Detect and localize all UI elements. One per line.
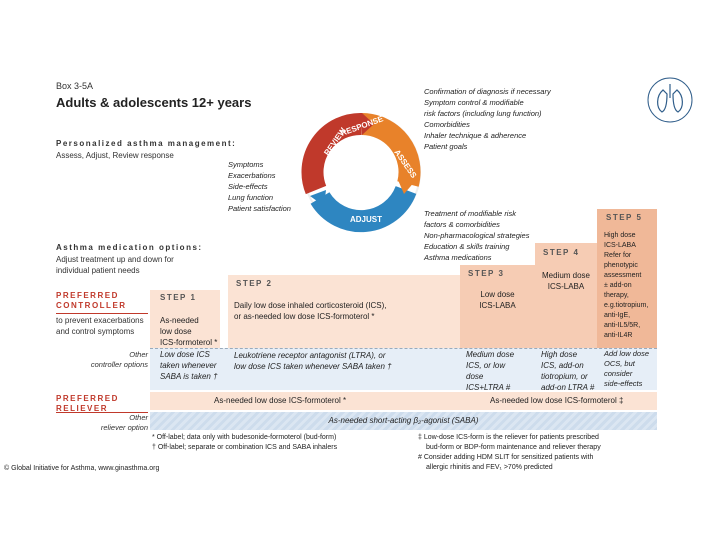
adjust-item: Asthma medications [424, 253, 492, 262]
step5-preferred-line: anti-IL4R [604, 332, 633, 339]
other-reliever-line: reliever option [100, 423, 148, 432]
assess-item: Inhaler technique & adherence [424, 131, 527, 140]
preferred-controller-head: CONTROLLER [56, 301, 127, 310]
page-title: Adults & adolescents 12+ years [56, 95, 252, 110]
step2-other-line: Leukotriene receptor antagonist (LTRA), or [234, 351, 386, 360]
step5-preferred-line: ± add-on [604, 282, 632, 289]
step1-other-line: SABA is taken † [160, 372, 218, 381]
adjust-item: Education & skills training [424, 242, 510, 251]
step3-preferred-line: Low dose [480, 290, 515, 299]
adjust-list [424, 208, 529, 263]
preferred-reliever-head: PREFERRED [56, 394, 119, 403]
review-item: Side-effects [228, 182, 268, 191]
step5-preferred-line: phenotypic [604, 262, 638, 269]
step5-preferred-line: e.g.tiotropium, [604, 302, 649, 309]
medication-options-sub [56, 254, 174, 276]
step2-preferred-line: Daily low dose inhaled corticosteroid (ICS), [234, 301, 387, 310]
step4-other-line: tiotropium, or [541, 372, 588, 381]
step4-preferred [535, 270, 597, 292]
preferred-controller-head: PREFERRED [56, 291, 119, 300]
step3-preferred-line: ICS-LABA [479, 301, 516, 310]
assess-label: ASSESS [392, 147, 419, 180]
step3-other-line: Medium dose [466, 350, 515, 359]
footnote-ddagger-cont: bud-form or BDP-form maintenance and reliever therapy [426, 444, 601, 451]
review-response-label: REVIEW [322, 126, 348, 158]
step4-label: STEP 4 [543, 248, 580, 257]
step3-other [466, 349, 534, 393]
preferred-controller-line: and control symptoms [56, 327, 135, 336]
step5-preferred-line: therapy, [604, 292, 629, 299]
medication-options-heading: Asthma medication options: [56, 243, 203, 252]
step1-preferred-line: low dose [160, 327, 192, 336]
step5-preferred-line: anti-IgE, [604, 312, 631, 319]
box-label: Box 3-5A [56, 81, 94, 91]
footnote-ddagger: ‡ Low-dose ICS-form is the reliever for patients prescribed [418, 434, 599, 441]
step5-label: STEP 5 [606, 213, 643, 222]
footnote-hash: # Consider adding HDM SLIT for sensitized patients with [418, 454, 594, 461]
step1-preferred [160, 315, 222, 348]
step2-other [234, 350, 456, 372]
medication-options-line: individual patient needs [56, 266, 140, 275]
assess-item: Comorbidities [424, 120, 470, 129]
step4-other-line: High dose [541, 350, 578, 359]
preferred-controller-divider [56, 313, 148, 314]
other-controller-line: Other [129, 350, 148, 359]
svg-text:RESPONSE: RESPONSE [339, 114, 385, 138]
step5-other-line: consider [604, 369, 633, 378]
personalized-management-subtitle: Assess, Adjust, Review response [56, 151, 174, 160]
step3-label: STEP 3 [468, 269, 505, 278]
personalized-management-heading: Personalized asthma management: [56, 139, 237, 148]
footnotes-left [152, 433, 337, 453]
assess-item: Symptom control & modifiable [424, 98, 524, 107]
footnote-dagger: † Off-label; separate or combination ICS and SABA inhalers [152, 444, 338, 451]
step4-block [535, 243, 597, 348]
adjust-item: Non-pharmacological strategies [424, 231, 530, 240]
preferred-reliever-left: As-needed low dose ICS-formoterol * [214, 396, 347, 405]
medication-options-line: Adjust treatment up and down for [56, 255, 174, 264]
copyright: © Global Initiative for Asthma, www.ginasthma.org [4, 465, 160, 472]
step5-other-line: OCS, but [604, 359, 635, 368]
step1-preferred-line: ICS-formoterol * [160, 338, 218, 347]
preferred-controller-sub [56, 315, 144, 337]
assess-adjust-review-cycle [298, 108, 426, 236]
review-item: Symptoms [228, 160, 264, 169]
preferred-controller-label [56, 291, 127, 311]
assess-item: Confirmation of diagnosis if necessary [424, 87, 551, 96]
preferred-reliever-right: As-needed low dose ICS-formoterol ‡ [490, 396, 624, 405]
footnote-star: * Off-label; data only with budesonide-formoterol (bud-form) [152, 434, 337, 441]
step1-other-line: taken whenever [160, 361, 217, 370]
step1-other-line: Low dose ICS [160, 350, 210, 359]
other-controller-line: controller options [90, 360, 148, 369]
preferred-controller-line: to prevent exacerbations [56, 316, 144, 325]
review-list [228, 159, 291, 214]
adjust-item: Treatment of modifiable risk [424, 209, 516, 218]
step4-preferred-line: Medium dose [541, 271, 591, 280]
step2-label: STEP 2 [236, 279, 273, 288]
footnote-hash-cont: allergic rhinitis and FEV₁ >70% predicted [426, 464, 553, 471]
step5-preferred-line: ICS-LABA [604, 242, 636, 249]
step3-other-line: dose [466, 372, 484, 381]
step3-preferred [460, 289, 535, 311]
step1-label: STEP 1 [160, 293, 197, 302]
step1-preferred-line: As-needed [160, 316, 199, 325]
gina-logo [646, 76, 694, 124]
step2-other-line: low dose ICS taken whenever SABA taken † [234, 362, 392, 371]
step3-other-line: ICS, or low [466, 361, 506, 370]
other-reliever-line: Other [129, 413, 148, 422]
step4-other-line: ICS, add-on [541, 361, 584, 370]
step5-preferred-line: anti-IL5/5R, [604, 322, 641, 329]
adjust-label: ADJUST [350, 215, 383, 224]
assess-list [424, 86, 551, 152]
step4-other [541, 349, 599, 393]
step3-other-line: ICS+LTRA # [466, 383, 511, 392]
assess-item: risk factors (including lung function) [424, 109, 542, 118]
step5-preferred-line: assessment [604, 272, 642, 279]
step5-other [604, 349, 660, 389]
step5-preferred-line: High dose [604, 232, 636, 239]
footnotes-right [418, 433, 601, 473]
other-reliever-text: As-needed short-acting β₂-agonist (SABA) [328, 416, 479, 425]
step2-preferred [234, 300, 456, 322]
adjust-item: factors & comorbidities [424, 220, 500, 229]
step5-other-line: Add low dose [604, 349, 650, 358]
step5-other-line: side-effects [604, 379, 643, 388]
step4-preferred-line: ICS-LABA [547, 282, 585, 291]
assess-item: Patient goals [424, 142, 468, 151]
other-controller-label [56, 350, 148, 370]
preferred-reliever-label [56, 394, 119, 414]
step4-other-line: add-on LTRA # [541, 383, 595, 392]
step2-preferred-line: or as-needed low dose ICS-formoterol * [234, 312, 375, 321]
step5-preferred [604, 231, 660, 341]
review-item: Exacerbations [228, 171, 276, 180]
other-reliever-label [56, 413, 148, 433]
step5-preferred-line: Refer for [604, 252, 632, 259]
step1-other [160, 349, 226, 382]
preferred-reliever-head: RELIEVER [56, 404, 109, 413]
review-item: Lung function [228, 193, 274, 202]
review-item: Patient satisfaction [228, 204, 291, 213]
